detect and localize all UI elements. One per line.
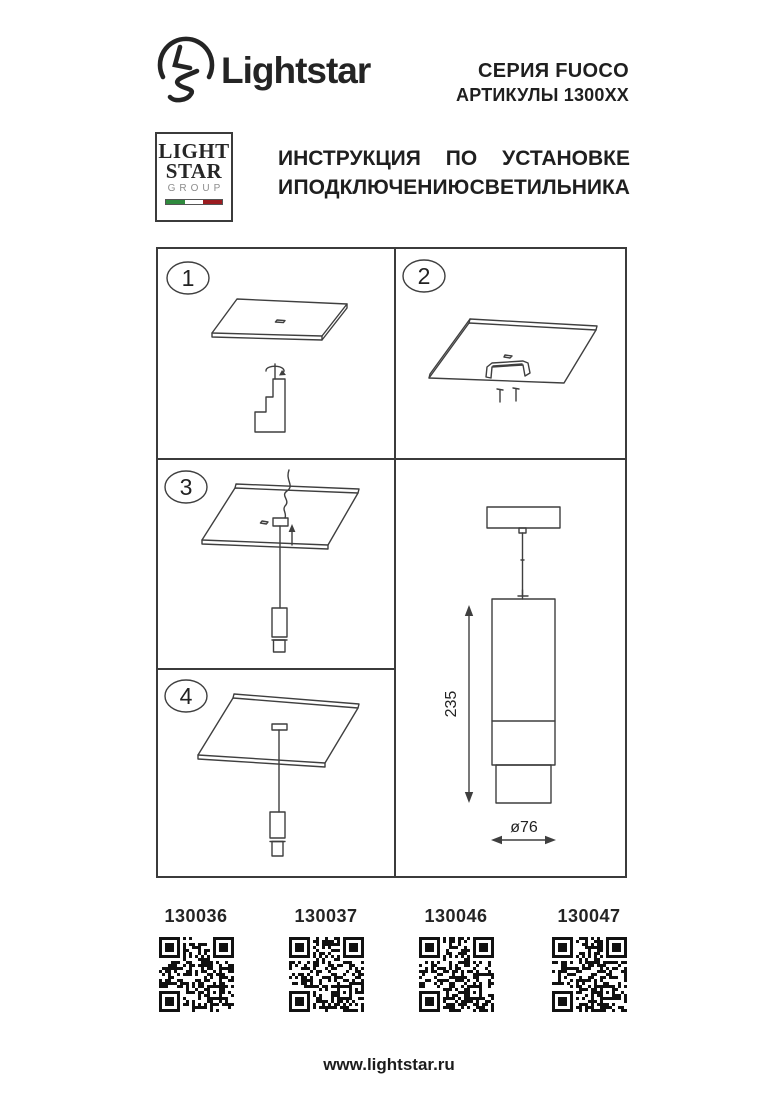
- website-url: www.lightstar.ru: [323, 1055, 455, 1074]
- qr-code: [419, 937, 494, 1012]
- flag-green: [166, 200, 185, 204]
- brand-wordmark: Lightstar: [221, 50, 371, 91]
- ceiling-plate-drawing: [429, 319, 597, 383]
- step-2-panel: [396, 249, 625, 458]
- assembled-pendant-drawing: [270, 724, 287, 856]
- step-1-panel: [158, 249, 394, 458]
- group-logo-star: STAR: [165, 159, 223, 183]
- step-bracket-drawing: [255, 379, 285, 432]
- article-item: [550, 906, 628, 1017]
- series-name: СЕРИЯ FUOCO: [478, 60, 629, 82]
- step-3-panel: [158, 460, 394, 668]
- qr-code: [159, 937, 234, 1012]
- installation-steps-grid: [156, 247, 627, 878]
- diameter-dimension-label: ø76: [510, 819, 538, 836]
- page-title-line2: И ПОДКЛЮЧЕНИЮ СВЕТИЛЬНИКА: [278, 176, 630, 199]
- series-block: [456, 58, 629, 107]
- page-title-line1: ИНСТРУКЦИЯ ПО УСТАНОВКЕ: [278, 147, 630, 170]
- lightstar-group-logo: [155, 132, 233, 222]
- group-logo-light: LIGHT: [158, 139, 230, 163]
- article-number: 130037: [294, 906, 358, 926]
- diameter-dimension: [491, 836, 556, 844]
- article-item: [287, 906, 365, 1017]
- dimensions-panel: [396, 460, 625, 876]
- article-item: [157, 906, 235, 1017]
- pendant-on-cord-drawing: [272, 526, 287, 652]
- wire-and-terminal-drawing: [260, 470, 295, 545]
- height-dimension-label: 235: [443, 690, 460, 718]
- mounting-strap-drawing: [486, 361, 530, 378]
- step-4-number: 4: [179, 683, 193, 709]
- pendant-front-view-drawing: [487, 507, 560, 803]
- screw-drawing: [266, 364, 286, 379]
- article-item: [417, 906, 495, 1017]
- flag-red: [203, 200, 222, 204]
- qr-code: [552, 937, 627, 1012]
- step-3-number: 3: [179, 474, 193, 500]
- step-1-number: 1: [181, 265, 195, 291]
- lightbulb-ls-icon: [150, 26, 222, 120]
- flag-white: [185, 200, 204, 204]
- article-number: 130046: [424, 906, 488, 926]
- italian-flag-bar: [165, 199, 223, 205]
- qr-code: [289, 937, 364, 1012]
- series-articles: АРТИКУЛЫ 1300XX: [456, 85, 629, 105]
- step-2-number: 2: [417, 263, 431, 289]
- screws-drawing: [497, 388, 519, 402]
- ceiling-plate-drawing: [212, 299, 347, 340]
- group-logo-group: GROUP: [167, 183, 225, 194]
- article-number: 130047: [557, 906, 621, 926]
- page-title: [278, 144, 630, 202]
- article-number: 130036: [164, 906, 228, 926]
- step-4-panel: [158, 670, 394, 876]
- height-dimension: [465, 605, 473, 803]
